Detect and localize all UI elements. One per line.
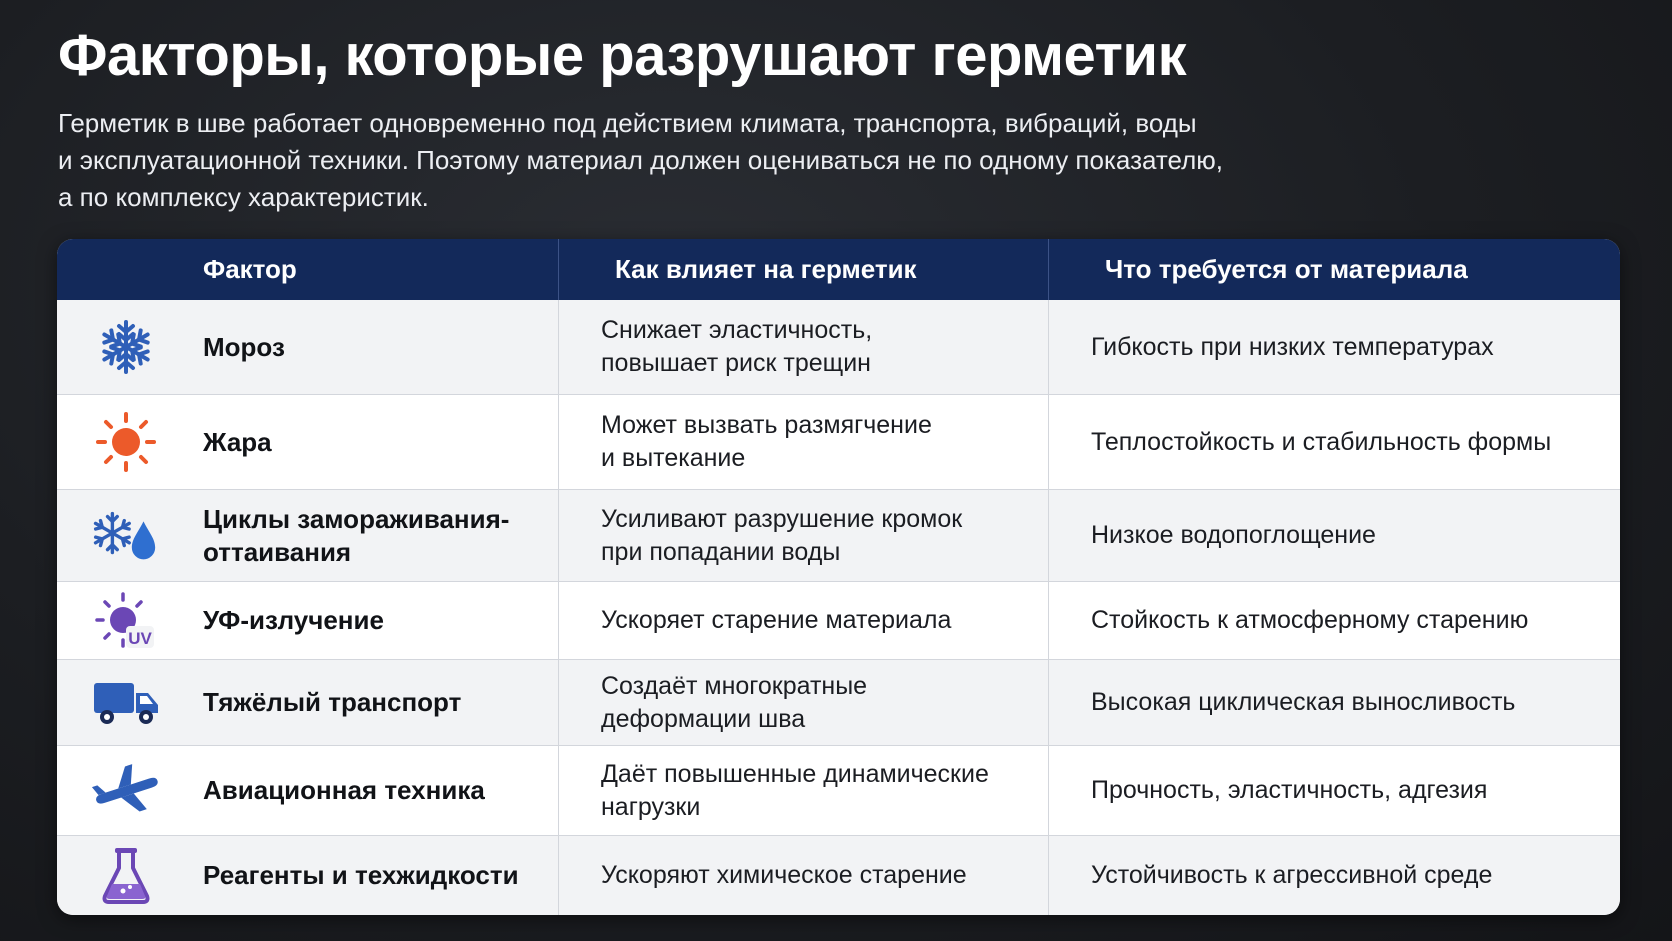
factor-cell xyxy=(57,746,559,835)
page-title: Факторы, которые разрушают герметик xyxy=(58,23,1187,88)
requirement-cell: Высокая циклическая выносливость xyxy=(1091,688,1516,716)
effect-cell: Даёт повышенные динамические нагрузки xyxy=(559,746,1049,835)
sun-icon xyxy=(91,410,161,474)
factor-name: Мороз xyxy=(203,331,285,362)
factor-cell xyxy=(57,395,559,489)
table-row xyxy=(57,835,1620,915)
snowflake-icon xyxy=(91,315,161,379)
requirement-cell: Стойкость к атмосферному старению xyxy=(1091,606,1529,634)
requirement-cell: Прочность, эластичность, адгезия xyxy=(1091,776,1488,804)
subtitle-line: Герметик в шве работает одновременно под действием климата, транспорта, вибраций, воды xyxy=(58,108,1197,138)
factor-cell xyxy=(57,490,559,581)
table-header xyxy=(57,239,1620,300)
page-subtitle xyxy=(58,105,1478,216)
header-factor: Фактор xyxy=(57,239,559,300)
factor-name: Циклы замораживания- оттаивания xyxy=(203,503,510,567)
requirement-cell: Устойчивость к агрессивной среде xyxy=(1091,861,1493,889)
table-row xyxy=(57,300,1620,394)
subtitle-line: и эксплуатационной техники. Поэтому материал должен оцениваться не по одному показателю, xyxy=(58,145,1223,175)
subtitle-line: а по комплексу характеристик. xyxy=(58,182,429,212)
snowflake-drop-icon xyxy=(91,504,161,568)
factor-name: Жара xyxy=(203,426,272,457)
requirement-cell: Теплостойкость и стабильность формы xyxy=(1091,427,1552,456)
effect-cell: Снижает эластичность, повышает риск трещин xyxy=(559,300,1049,394)
table-row xyxy=(57,394,1620,489)
uv-sun-icon xyxy=(91,589,161,653)
effect-cell: Может вызвать размягчение и вытекание xyxy=(559,395,1049,489)
airplane-icon xyxy=(91,759,161,823)
header-effect: Как влияет на герметик xyxy=(559,239,1049,300)
effect-cell: Усиливают разрушение кромок при попадании воды xyxy=(559,490,1049,581)
factors-table xyxy=(57,239,1620,915)
flask-icon xyxy=(91,844,161,908)
factor-cell xyxy=(57,836,559,915)
truck-icon xyxy=(91,671,161,735)
header-requirement: Что требуется от материала xyxy=(1105,254,1468,284)
table-row xyxy=(57,659,1620,745)
table-row xyxy=(57,581,1620,659)
requirement-cell: Гибкость при низких температурах xyxy=(1091,332,1494,361)
factor-cell xyxy=(57,582,559,659)
factor-name: Тяжёлый транспорт xyxy=(203,687,462,717)
uv-label: UV xyxy=(128,628,152,648)
effect-cell: Ускоряет старение материала xyxy=(559,582,1049,659)
factor-name: Реагенты и техжидкости xyxy=(203,860,519,890)
table-body xyxy=(57,300,1620,915)
requirement-cell: Низкое водопоглощение xyxy=(1091,521,1376,549)
factor-name: Авиационная техника xyxy=(203,775,485,805)
table-row xyxy=(57,489,1620,581)
factor-cell xyxy=(57,660,559,745)
table-row xyxy=(57,745,1620,835)
factor-name: УФ-излучение xyxy=(203,605,384,635)
factor-cell xyxy=(57,300,559,394)
effect-cell: Создаёт многократные деформации шва xyxy=(559,660,1049,745)
effect-cell: Ускоряют химическое старение xyxy=(559,836,1049,915)
